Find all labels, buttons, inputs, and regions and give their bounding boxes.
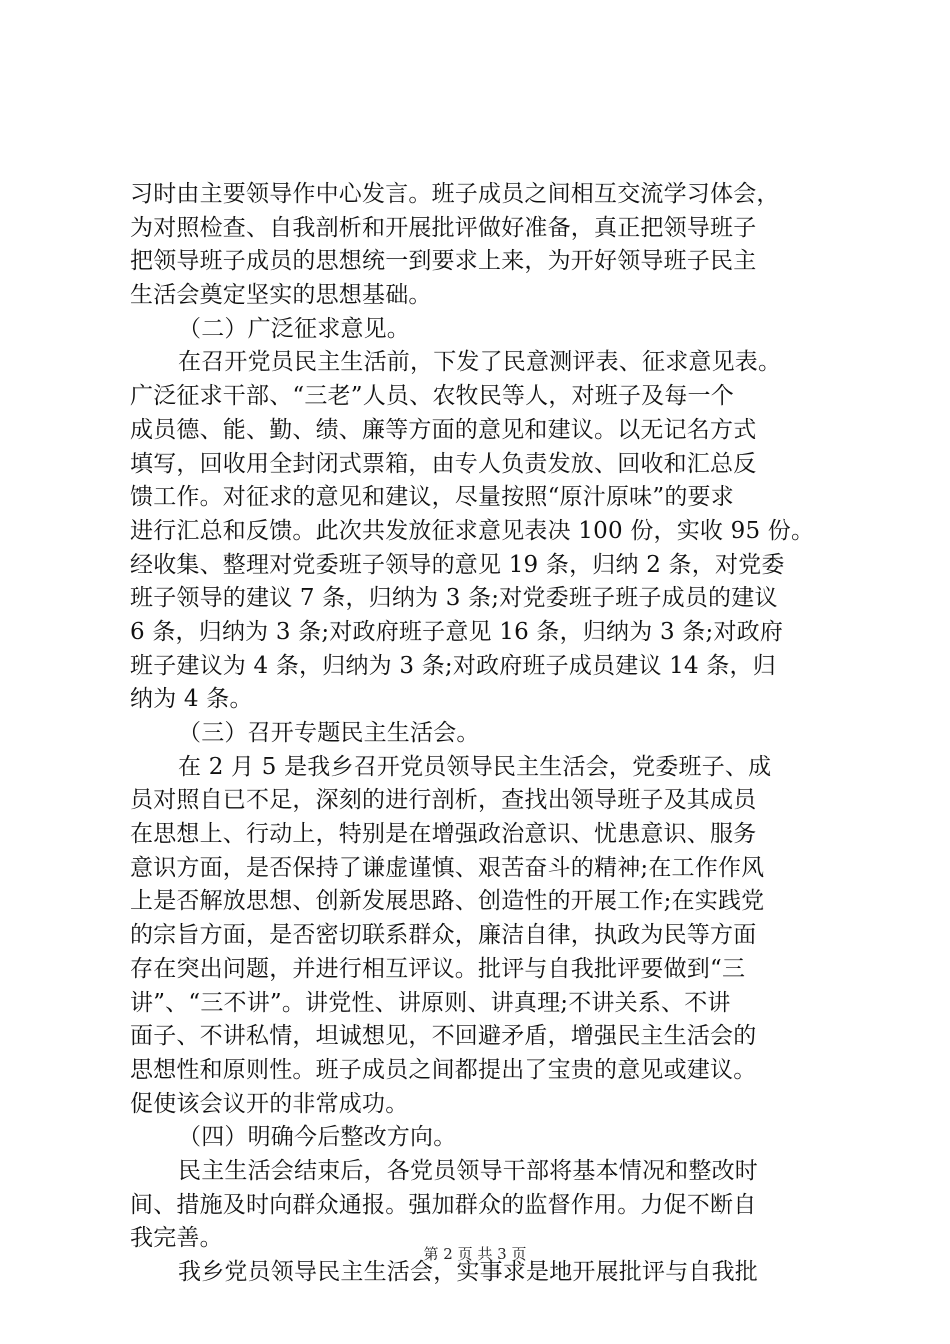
text-line: 促使该会议开的非常成功。 bbox=[130, 1090, 409, 1117]
text-line: 思想性和原则性。班子成员之间都提出了宝贵的意见或建议。 bbox=[130, 1056, 757, 1083]
text-line: 为对照检查、自我剖析和开展批评做好准备，真正把领导班子 bbox=[130, 214, 757, 241]
section-heading: （四）明确今后整改方向。 bbox=[178, 1124, 457, 1151]
text-line: 存在突出问题，并进行相互评议。批评与自我批评要做到“三 bbox=[130, 955, 746, 982]
text-line: 意识方面，是否保持了谦虚谨慎、艰苦奋斗的精神;在工作作风 bbox=[130, 854, 765, 881]
text-line: 馈工作。对征求的意见和建议，尽量按照“原汁原味”的要求 bbox=[130, 484, 734, 511]
section-heading: （三）召开专题民主生活会。 bbox=[178, 720, 480, 746]
page-number: 第 2 页 共 3 页 bbox=[423, 1245, 527, 1263]
section-heading: （二）广泛征求意见。 bbox=[178, 315, 410, 342]
text-line: 间、措施及时向群众通报。强加群众的监督作用。力促不断自 bbox=[130, 1191, 757, 1218]
text-line: 面子、不讲私情，坦诚想见，不回避矛盾，增强民主生活会的 bbox=[130, 1023, 757, 1050]
text-line: 我乡党员领导民主生活会，实事求是地开展批评与自我批 bbox=[178, 1259, 758, 1285]
text-line: 6 条，归纳为 3 条;对政府班子意见 16 条，归纳为 3 条;对政府 bbox=[130, 618, 784, 645]
text-line: 广泛征求干部、“三老”人员、农牧民等人，对班子及每一个 bbox=[130, 383, 734, 410]
text-line: 民主生活会结束后，各党员领导干部将基本情况和整改时 bbox=[178, 1157, 758, 1184]
text-line: 上是否解放思想、创新发展思路、创造性的开展工作;在实践党 bbox=[130, 888, 765, 915]
text-line: 班子建议为 4 条，归纳为 3 条;对政府班子成员建议 14 条，归 bbox=[130, 652, 776, 679]
text-line: 在思想上、行动上，特别是在增强政治意识、忧患意识、服务 bbox=[130, 821, 757, 848]
text-line: 填写，回收用全封闭式票箱，由专人负责发放、回收和汇总反 bbox=[130, 450, 757, 477]
text-line: 在召开党员民主生活前，下发了民意测评表、征求意见表。 bbox=[178, 349, 782, 376]
text-line: 经收集、整理对党委班子领导的意见 19 条，归纳 2 条，对党委 bbox=[130, 551, 785, 578]
text-line: 在 2 月 5 是我乡召开党员领导民主生活会，党委班子、成 bbox=[178, 753, 772, 780]
text-line: 成员德、能、勤、绩、廉等方面的意见和建议。以无记名方式 bbox=[130, 416, 757, 443]
text-line: 讲”、“三不讲”。讲党性、讲原则、讲真理;不讲关系、不讲 bbox=[130, 989, 731, 1016]
text-line: 习时由主要领导作中心发言。班子成员之间相互交流学习体会， bbox=[130, 181, 780, 207]
text-line: 员对照自已不足，深刻的进行剖析，查找出领导班子及其成员 bbox=[130, 787, 757, 814]
text-line: 班子领导的建议 7 条，归纳为 3 条;对党委班子班子成员的建议 bbox=[130, 585, 778, 612]
text-line: 纳为 4 条。 bbox=[130, 686, 253, 713]
text-line: 进行汇总和反馈。此次共发放征求意见表决 100 份，实收 95 份。 bbox=[130, 517, 815, 544]
page-footer bbox=[0, 1244, 950, 1264]
text-line: 生活会奠定坚实的思想基础。 bbox=[130, 282, 432, 309]
text-line: 我完善。 bbox=[130, 1225, 223, 1252]
document-body bbox=[130, 178, 830, 1290]
text-line: 把领导班子成员的思想统一到要求上来，为开好领导班子民主 bbox=[130, 248, 757, 275]
text-line: 的宗旨方面，是否密切联系群众，廉洁自律，执政为民等方面 bbox=[130, 922, 757, 949]
